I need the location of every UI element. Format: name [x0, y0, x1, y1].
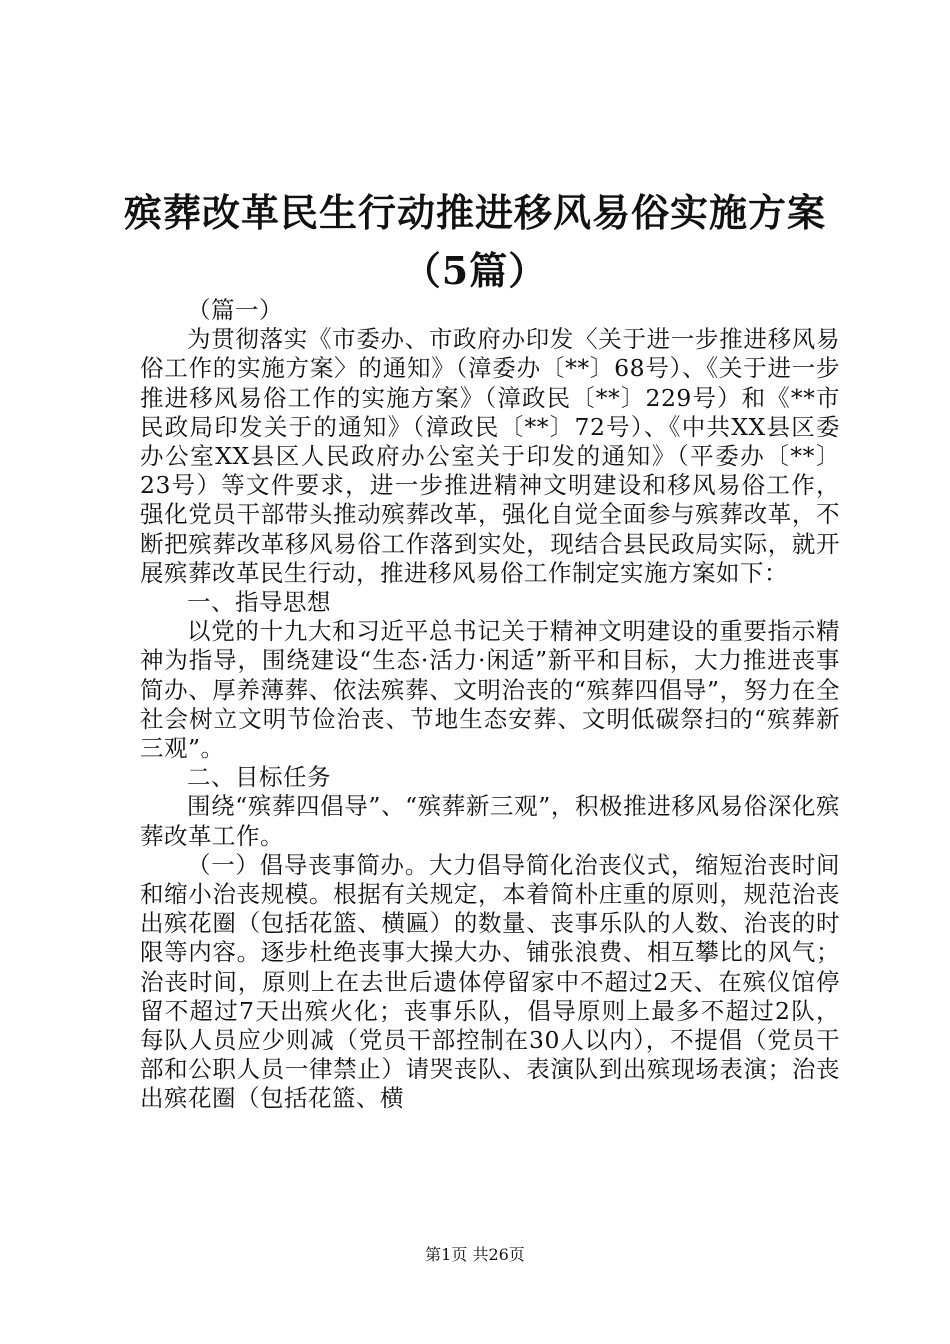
- page-footer: 第1页 共26页: [425, 1245, 525, 1264]
- paragraph: （一）倡导丧事简办。大力倡导简化治丧仪式，缩短治丧时间和缩小治丧规模。根据有关规定，本着简朴庄重的原则，规范治丧出殡花圈（包括花篮、横匾）的数量、丧事乐队的人数、治丧的时限等内容。逐步杜绝丧事大操大办、铺张浪费、相互攀比的风气；治丧时间，原则上在去世后遗体停留家中不超过2天、在殡仪馆停留不超过7天出殡火化；丧事乐队，倡导原则上最多不超过2队，每队人员应少则减（党员干部控制在30人以内），不提倡（党员干部和公职人员一律禁止）请哭丧队、表演队到出殡现场表演；治丧出殡花圈（包括花篮、横: [140, 850, 840, 1113]
- paragraph: 以党的十九大和习近平总书记关于精神文明建设的重要指示精神为指导，围绕建设“生态·活力·闲适”新平和目标，大力推进丧事简办、厚养薄葬、依法殡葬、文明治丧的“殡葬四倡导”，努力在全社会树立文明节俭治丧、节地生态安葬、文明低碳祭扫的“殡葬新三观”。: [140, 617, 840, 763]
- document-body: [140, 296, 840, 1114]
- paragraph: 围绕“殡葬四倡导”、“殡葬新三观”，积极推进移风易俗深化殡葬改革工作。: [140, 792, 840, 850]
- section-label: （篇一）: [187, 296, 283, 324]
- section-heading: 一、指导思想: [187, 588, 331, 617]
- document-title: 殡葬改革民生行动推进移风易俗实施方案（5篇）: [123, 190, 826, 293]
- section-heading: 二、目标任务: [187, 763, 331, 792]
- paragraph: 为贯彻落实《市委办、市政府办印发〈关于进一步推进移风易俗工作的实施方案〉的通知》（漳委办〔**〕68号）、《关于进一步推进移风易俗工作的实施方案》（漳政民〔**〕229号）和《**市民政局印发关于的通知》（漳政民〔**〕72号）、《中共XX县区委办公室XX县区人民政府办公室关于印发的通知》（平委办〔**〕23号）等文件要求，进一步推进精神文明建设和移风易俗工作，强化党员干部带头推动殡葬改革，强化自觉全面参与殡葬改革，不断把殡葬改革移风易俗工作落到实处，现结合县民政局实际，就开展殡葬改革民生行动，推进移风易俗工作制定实施方案如下：: [140, 325, 840, 587]
